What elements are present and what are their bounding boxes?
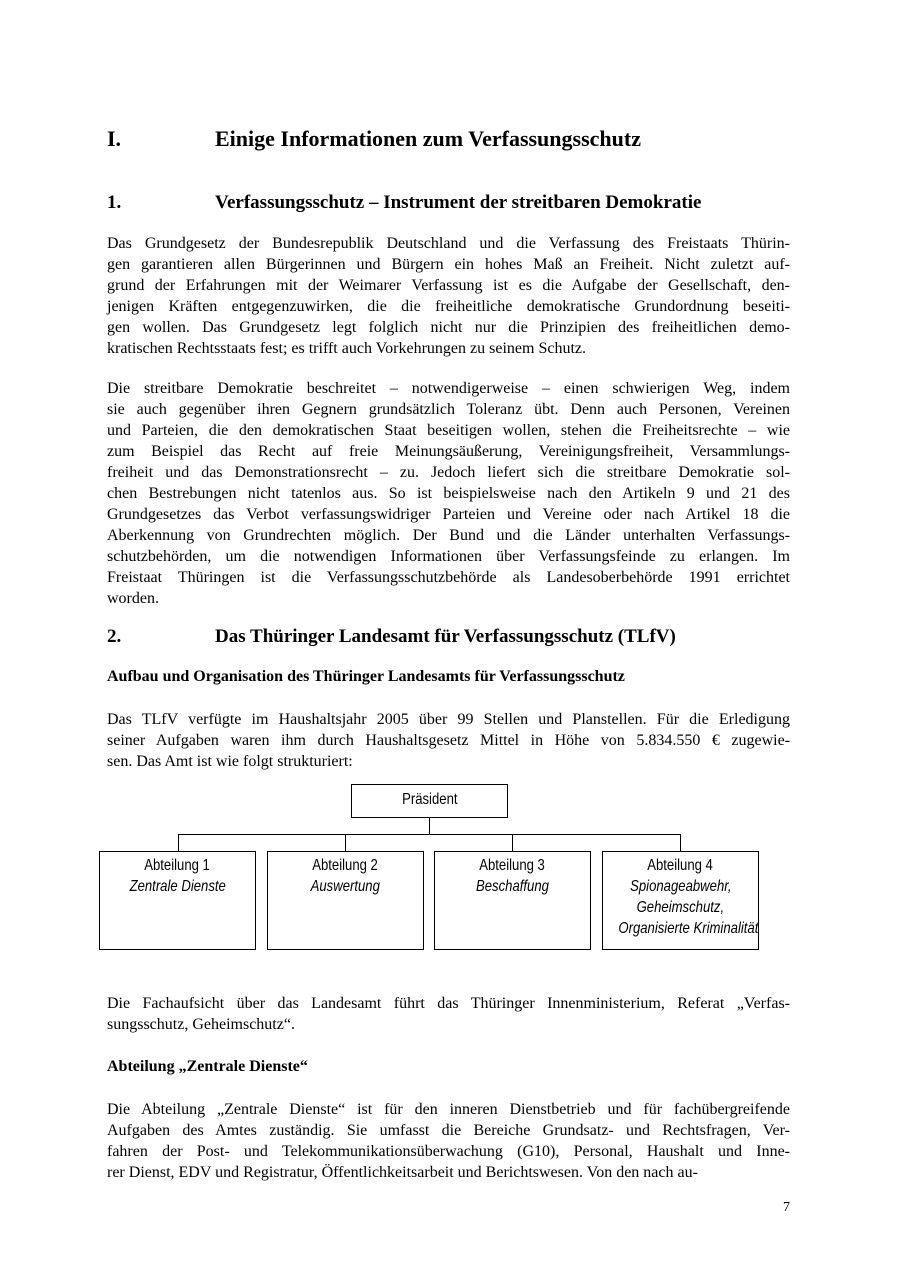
paragraph-line: schutzbehörden, um die notwendigen Informationen über Verfassungsfeinde zu erlangen. Im [107, 548, 790, 565]
chapter-number: I. [107, 126, 122, 151]
paragraph-line: sie auch gegenüber ihren Gegnern grundsätzlich Toleranz übt. Denn auch Personen, Vereinen [107, 401, 790, 418]
paragraph-line: Freistaat Thüringen ist die Verfassungsschutzbehörde als Landesoberbehörde 1991 errichtet [107, 569, 790, 586]
paragraph-line: sungsschutz, Geheimschutz“. [107, 1016, 295, 1033]
section-1-title: Verfassungsschutz – Instrument der streitbaren Demokratie [215, 192, 702, 213]
section-1-number: 1. [107, 192, 122, 213]
paragraph-line: Aufgaben des Amtes zuständig. Sie umfasst die Bereiche Grundsatz- und Rechtsfragen, Ver- [107, 1122, 790, 1139]
section-2-paragraph-2 [107, 993, 790, 1035]
paragraph-line: chen Bestrebungen nicht tatenlos aus. So ist beispielsweise nach den Artikeln 9 und 21 des [107, 485, 790, 502]
org-chart-connector-3 [512, 834, 513, 851]
paragraph-line: Grundgesetzes das Verbot verfassungswidriger Parteien und Vereine oder nach Artikel 18 die [107, 506, 790, 523]
paragraph-line: kratischen Rechtsstaats fest; es trifft auch Vorkehrungen zu seinem Schutz. [107, 340, 586, 357]
section-2-title: Das Thüringer Landesamt für Verfassungsschutz (TLfV) [215, 626, 676, 647]
chapter-title: Einige Informationen zum Verfassungsschutz [215, 126, 641, 151]
department-function: Organisierte Kriminalität [618, 920, 759, 937]
department-function: Zentrale Dienste [129, 878, 226, 895]
paragraph-line: und Parteien, die den demokratischen Staat beseitigen wollen, stehen die Freiheitsrechte – wie [107, 422, 790, 439]
page-number: 7 [783, 1200, 790, 1215]
department-function: Beschaffung [476, 878, 549, 895]
department-name: Abteilung 3 [479, 857, 546, 874]
org-chart-president-box [351, 784, 508, 818]
paragraph-line: rer Dienst, EDV und Registratur, Öffentlichkeitsarbeit und Berichtswesen. Von den nach au- [107, 1164, 698, 1181]
section-2-paragraph-1 [107, 709, 790, 772]
org-chart-department-4 [602, 851, 759, 950]
paragraph-line: zum Beispiel das Recht auf freie Meinungsäußerung, Vereinigungsfreiheit, Versammlungs- [107, 443, 790, 460]
section-2-paragraph-3 [107, 1099, 790, 1183]
department-name: Abteilung 4 [647, 857, 714, 874]
paragraph-line: gen wollen. Das Grundgesetz legt folglich nicht nur die Prinzipien des freiheitlichen demo- [107, 319, 790, 336]
paragraph-line: Die streitbare Demokratie beschreitet – notwendigerweise – einen schwierigen Weg, indem [107, 380, 790, 397]
department-function: Spionageabwehr, [629, 878, 732, 895]
paragraph-line: worden. [107, 590, 159, 607]
department-name: Abteilung 1 [144, 857, 211, 874]
org-chart-connector-vertical [429, 818, 430, 834]
section-2-number: 2. [107, 626, 122, 647]
paragraph-line: Aberkennung von Grundrechten möglich. Der Bund und die Länder unterhalten Verfassungs- [107, 527, 790, 544]
department-name: Abteilung 2 [312, 857, 379, 874]
department-function: Geheimschutz, [636, 899, 725, 916]
paragraph-line: seiner Aufgaben waren ihm durch Haushaltsgesetz Mittel in Höhe von 5.834.550 € zugewie- [107, 732, 790, 749]
org-chart-department-1 [99, 851, 256, 950]
paragraph-line: sen. Das Amt ist wie folgt strukturiert: [107, 753, 353, 770]
section-2-subheading: Aufbau und Organisation des Thüringer Landesamts für Verfassungsschutz [107, 668, 625, 685]
paragraph-line: Das Grundgesetz der Bundesrepublik Deutschland und die Verfassung des Freistaats Thürin- [107, 235, 790, 252]
section-1-paragraph-1 [107, 233, 790, 359]
paragraph-line: Die Fachaufsicht über das Landesamt führt das Thüringer Innenministerium, Referat „Verfas- [107, 995, 790, 1012]
paragraph-line: jenigen Kräften entgegenzuwirken, die die freiheitliche demokratische Grundordnung beseiti- [107, 298, 790, 315]
paragraph-line: fahren der Post- und Telekommunikationsüberwachung (G10), Personal, Haushalt und Inne- [107, 1143, 790, 1160]
org-chart-department-2 [267, 851, 424, 950]
org-chart-connector-1 [178, 834, 179, 851]
section-2-subheading-2: Abteilung „Zentrale Dienste“ [107, 1058, 308, 1075]
paragraph-line: gen garantieren allen Bürgerinnen und Bürgern ein hohes Maß an Freiheit. Nicht zuletzt auf- [107, 256, 790, 273]
org-chart-connector-horizontal [178, 834, 681, 835]
paragraph-line: freiheit und das Demonstrationsrecht – zu. Jedoch liefert sich die streitbare Demokratie sol- [107, 464, 790, 481]
org-chart-connector-4 [680, 834, 681, 851]
department-function: Auswertung [310, 878, 381, 895]
paragraph-line: Das TLfV verfügte im Haushaltsjahr 2005 über 99 Stellen und Planstellen. Für die Erledigung [107, 711, 790, 728]
paragraph-line: Die Abteilung „Zentrale Dienste“ ist für den inneren Dienstbetrieb und für fachübergreifende [107, 1101, 790, 1118]
section-1-paragraph-2 [107, 378, 790, 609]
org-chart-department-3 [434, 851, 591, 950]
org-chart-connector-2 [345, 834, 346, 851]
org-chart-president-label: Präsident [401, 791, 458, 808]
paragraph-line: grund der Erfahrungen mit der Weimarer Verfassung ist es die Aufgabe der Gesellschaft, den- [107, 277, 790, 294]
